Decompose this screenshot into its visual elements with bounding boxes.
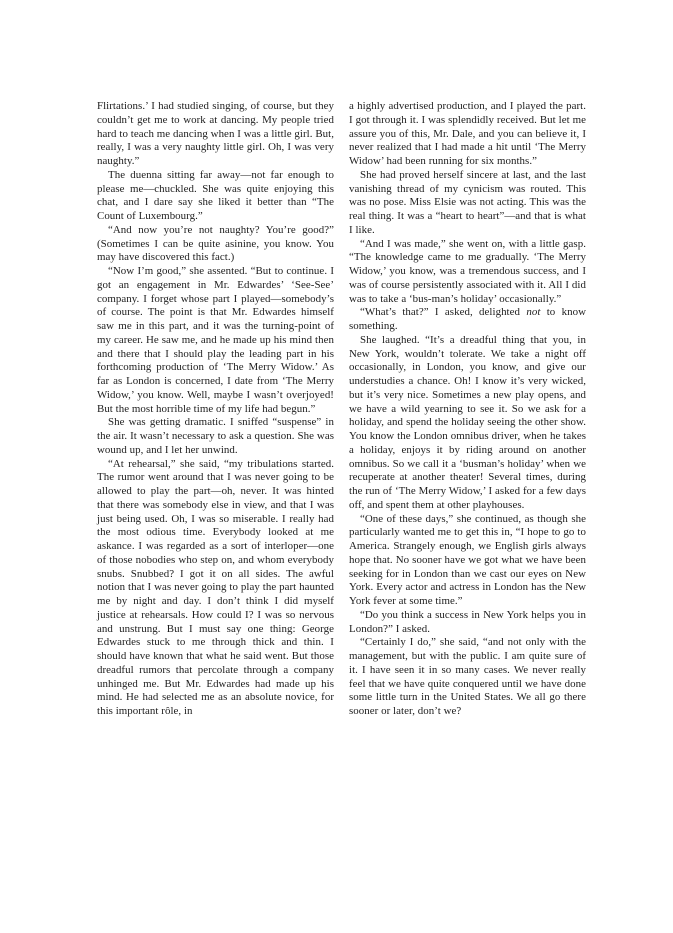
paragraph: a highly advertised production, and I played the part. I got through it. I was splendidly received. But let me assure you of this, Mr. Dale, and you can believe it, I never realized that I had made a hit until ‘The Merry Widow’ had been running for six months.” xyxy=(349,100,586,167)
paragraph: “One of these days,” she continued, as though she particularly wanted me to get this in, “I hope to go to America. Strangely enough, we English girls always hope that. No sooner have we got what we have been seeking for in London than we cast our eyes on New York. Every actor and actress in London has the New York fever at some time.” xyxy=(349,512,586,607)
paragraph: She had proved herself sincere at last, and the last vanishing thread of my cynicism was routed. This was no pose. Miss Elsie was not acting. This was the real thing. It was a “heart to heart”—and that is what I like. xyxy=(349,168,586,236)
paragraph: “And I was made,” she went on, with a little gasp. “The knowledge came to me gradually. ‘The Merry Widow,’ you know, was a tremendous success, and I was of course persistently associated with it. All I did was to take a ‘bus-man’s holiday’ occasionally.” xyxy=(349,237,586,305)
paragraph: “And now you’re not naughty? You’re good?” (Sometimes I can be quite asinine, you know. You may have discovered this fact.) xyxy=(97,223,334,264)
text-column-left xyxy=(97,100,334,719)
text-column-right xyxy=(349,100,586,719)
paragraph: “Do you think a success in New York helps you in London?” I asked. xyxy=(349,608,586,635)
text-area xyxy=(97,100,586,719)
paragraph: She was getting dramatic. I sniffed “suspense” in the air. It wasn’t necessary to ask a question. She was wound up, and I let her unwind. xyxy=(97,416,334,456)
paragraph: “At rehearsal,” she said, “my tribulations started. The rumor went around that I was never going to be allowed to play the part—oh, never. It was hinted that there was somebody else in view, and that I was just being used. Oh, I was so miserable. I really had the most odious time. Everybody looked at me askance. I was regarded as a sort of interloper—one of those nobodies who step on, and whom everybody snubs. Snubbed? I got it on all sides. The awful notion that I was never going to play the part haunted me by night and day. I don’t think I did myself justice at rehearsals. How could I? I was so nervous and unstrung. But I must say one thing: George Edwardes stuck to me through thick and thin. I should have known that what he said went. But those dreadful rumors that percolate through a company unhinged me. But Mr. Edwardes had made up his mind. He had selected me as an absolute novice, for this important rôle, in xyxy=(97,457,334,717)
paragraph: “Now I’m good,” she assented. “But to continue. I got an engagement in Mr. Edwardes’ ‘See-See’ company. I forget whose part I played—somebody’s of course. The point is that Mr. Edwardes himself saw me in this part, and it was the turning-point of my career. He saw me, and he made up his mind then and there that I should play the leading part in his forthcoming production of ‘The Merry Widow.’ As far as London is concerned, I date from ‘The Merry Widow,’ you know. Well, maybe I wasn’t overjoyed! But the most horrible time of my life had begun.” xyxy=(97,265,334,415)
paragraph: She laughed. “It’s a dreadful thing that you, in New York, wouldn’t tolerate. We take a night off occasionally, in London, you know, and give our understudies a chance. Oh! I know it’s very wicked, but it’s very nice. Sometimes a new play opens, and we have a wild yearning to see it. So we ask for a holiday, and spend the holiday seeing the other show. You know the London omnibus driver, when he takes a holiday, enjoys it by riding around on another omnibus. So we call it a ‘busman’s holiday’ when we recuperate at another theater! Several times, during the run of ‘The Merry Widow,’ I asked for a few days off, and spent them at other playhouses. xyxy=(349,333,586,511)
paragraph: Flirtations.’ I had studied singing, of course, but they couldn’t get me to work at dancing. My people tried hard to teach me dancing when I was a little girl. But, really, I was a very naughty little girl. Oh, I was very naughty.” xyxy=(97,100,334,167)
paragraph: “What’s that?” I asked, delighted not to know something. xyxy=(349,306,586,332)
paragraph: “Certainly I do,” she said, “and not only with the management, but with the public. I am quite sure of it. I have seen it in so many cases. We never really feel that we have quite conquered until we have done some little turn in the United States. We all go there sooner or later, don’t we? xyxy=(349,636,586,717)
paragraph: The duenna sitting far away—not far enough to please me—chuckled. She was quite enjoying this chat, and I dare say she liked it better than “The Count of Luxembourg.” xyxy=(97,168,334,222)
